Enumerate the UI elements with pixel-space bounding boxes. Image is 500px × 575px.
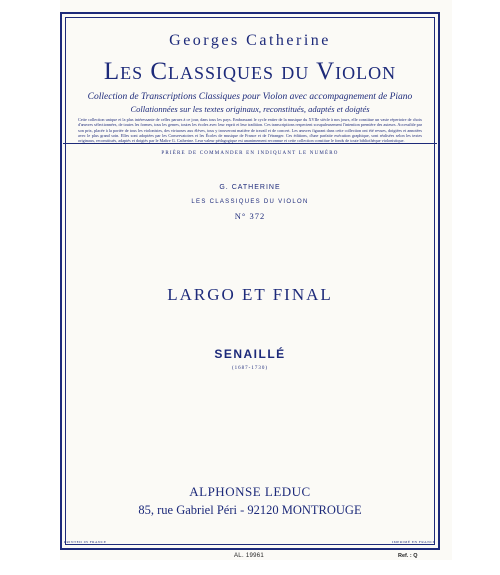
composer-dates: (1687-1730) bbox=[232, 366, 268, 371]
series-blurb: Cette collection unique et la plus intéressante de celles parues à ce jour, dans tous les pays. Embrassant le cycle entier de la musique du XVIIe siècle à nos jours, elle constitue un vaste répertoire de choix d'œuvres sélectionnées, de toutes les formes, tous les genres, toutes les écoles avec leur esprit et leur tradition. Ces transcriptions respectent scrupuleusement l'intention première des auteurs. Accessible par son prix, placée à la portée de tous les violonistes, des virtuoses aux élèves, tous y trouveront matière de travail et de concert. Les œuvres figurant dans cette collection ont été revues, doigtées et annotées avec le plus grand soin. Elles sont adoptées par les Conservatoires et les Écoles de musique de France et de l'étranger. Ces éditions, d'une parfaite exécution graphique, sont réalisées selon les textes originaux, reconstitués, adaptés et doigtés par le Maître G. Catherine. Leur valeur pédagogique est unanimement reconnue et cette collection constitue le fonds de toute bibliothèque violonistique. bbox=[78, 117, 422, 144]
catalog-author: G. CATHERINE bbox=[219, 184, 281, 191]
order-notice: PRIÈRE DE COMMANDER EN INDIQUANT LE NUMÉRO bbox=[161, 151, 339, 156]
header-divider bbox=[63, 143, 437, 144]
publisher-name: ALPHONSE LEDUC bbox=[189, 484, 311, 499]
catalog-number: N° 372 bbox=[234, 211, 266, 221]
series-description: Collection de Transcriptions Classiques pour Violon avec accompagnement de Piano bbox=[87, 92, 413, 102]
series-header bbox=[66, 18, 434, 156]
catalog-series: LES CLASSIQUES DU VIOLON bbox=[191, 199, 309, 205]
printed-in-note: PRINTED IN FRANCE bbox=[64, 540, 107, 544]
series-subdescription: Collationnées sur les textes originaux, reconstitués, adaptés et doigtés bbox=[130, 104, 370, 114]
composer-name: SENAILLÉ bbox=[214, 347, 286, 361]
header-author: Georges Catherine bbox=[169, 32, 331, 49]
publisher-address: 85, rue Gabriel Péri - 92120 MONTROUGE bbox=[138, 503, 362, 517]
series-title: Les Classiques du Violon bbox=[103, 58, 397, 85]
work-title: LARGO ET FINAL bbox=[167, 285, 333, 304]
reference-code: Ref. : Q bbox=[398, 553, 418, 559]
printed-in-note-french: IMPRIMÉ EN FRANCE bbox=[392, 540, 436, 544]
catalog-code: AL. 19961 bbox=[234, 553, 265, 559]
